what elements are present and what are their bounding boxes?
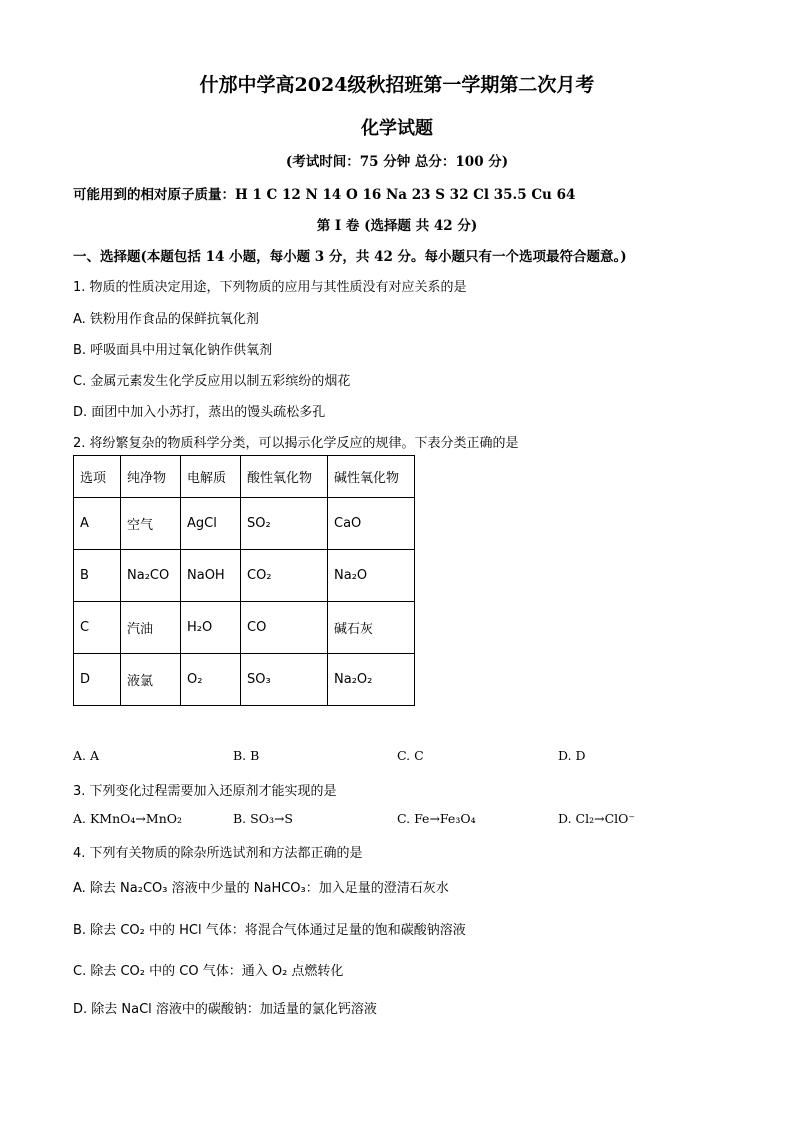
table-cell: 碱石灰 <box>328 602 415 654</box>
table-cell: A <box>74 498 121 550</box>
table-header-cell: 电解质 <box>181 456 241 498</box>
exam-info: (考试时间：75 分钟 总分：100 分) <box>285 154 509 170</box>
q3-option-a: A. KMnO₄→MnO₂ <box>73 811 183 826</box>
exam-subtitle: 化学试题 <box>361 118 433 139</box>
table-row <box>74 498 415 550</box>
table-row <box>74 602 415 654</box>
table-cell: 液氯 <box>121 654 181 706</box>
table-cell: NaOH <box>181 550 241 602</box>
section-heading: 一、选择题(本题包括 14 小题，每小题 3 分，共 42 分。每小题只有一个选项最符合题意。) <box>73 249 627 265</box>
q2-answer-d: D. D <box>558 748 586 763</box>
table-cell: B <box>74 550 121 602</box>
table-cell: Na₂CO <box>121 550 181 602</box>
q1-option-c: C. 金属元素发生化学反应用以制五彩缤纷的烟花 <box>73 374 351 389</box>
table-cell: 汽油 <box>121 602 181 654</box>
table-cell: SO₃ <box>241 654 328 706</box>
q3-stem: 3. 下列变化过程需要加入还原剂才能实现的是 <box>73 784 337 799</box>
q2-answer-c: C. C <box>397 748 424 763</box>
table-row <box>74 550 415 602</box>
table-cell: CO <box>241 602 328 654</box>
q4-option-b: B. 除去 CO₂ 中的 HCl 气体：将混合气体通过足量的饱和碳酸钠溶液 <box>73 923 466 938</box>
table-header-cell: 碱性氧化物 <box>328 456 415 498</box>
q1-option-d: D. 面团中加入小苏打，蒸出的馒头疏松多孔 <box>73 405 326 420</box>
q1-stem: 1. 物质的性质决定用途，下列物质的应用与其性质没有对应关系的是 <box>73 280 467 295</box>
atomic-masses: 可能用到的相对原子质量：H 1 C 12 N 14 O 16 Na 23 S 32 Cl 35.5 Cu 64 <box>73 187 576 203</box>
table-cell: 空气 <box>121 498 181 550</box>
q4-option-a: A. 除去 Na₂CO₃ 溶液中少量的 NaHCO₃：加入足量的澄清石灰水 <box>73 881 449 896</box>
classification-table <box>73 455 415 706</box>
table-cell: D <box>74 654 121 706</box>
q4-option-c: C. 除去 CO₂ 中的 CO 气体：通入 O₂ 点燃转化 <box>73 964 344 979</box>
part-heading: 第 I 卷 (选择题 共 42 分) <box>316 218 478 234</box>
table-cell: Na₂O₂ <box>328 654 415 706</box>
q4-option-d: D. 除去 NaCl 溶液中的碳酸钠：加适量的氯化钙溶液 <box>73 1002 377 1017</box>
table-header-row <box>74 456 415 498</box>
table-cell: C <box>74 602 121 654</box>
table-row <box>74 654 415 706</box>
table-cell: AgCl <box>181 498 241 550</box>
table-cell: O₂ <box>181 654 241 706</box>
q1-option-a: A. 铁粉用作食品的保鲜抗氧化剂 <box>73 312 259 327</box>
q3-option-c: C. Fe→Fe₃O₄ <box>397 811 476 826</box>
q1-option-b: B. 呼吸面具中用过氧化钠作供氧剂 <box>73 343 273 358</box>
q2-answer-b: B. B <box>233 748 260 763</box>
q3-option-b: B. SO₃→S <box>233 811 293 826</box>
table-header-cell: 选项 <box>74 456 121 498</box>
q2-stem: 2. 将纷繁复杂的物质科学分类，可以揭示化学反应的规律。下表分类正确的是 <box>73 436 519 451</box>
table-header-cell: 纯净物 <box>121 456 181 498</box>
table-header-cell: 酸性氧化物 <box>241 456 328 498</box>
table-cell: H₂O <box>181 602 241 654</box>
q2-answer-a: A. A <box>73 748 100 763</box>
table-cell: CaO <box>328 498 415 550</box>
table-cell: SO₂ <box>241 498 328 550</box>
exam-title: 什邡中学高2024级秋招班第一学期第二次月考 <box>199 74 595 96</box>
table-cell: CO₂ <box>241 550 328 602</box>
q3-option-d: D. Cl₂→ClO⁻ <box>558 811 635 826</box>
table-cell: Na₂O <box>328 550 415 602</box>
q4-stem: 4. 下列有关物质的除杂所选试剂和方法都正确的是 <box>73 846 363 861</box>
